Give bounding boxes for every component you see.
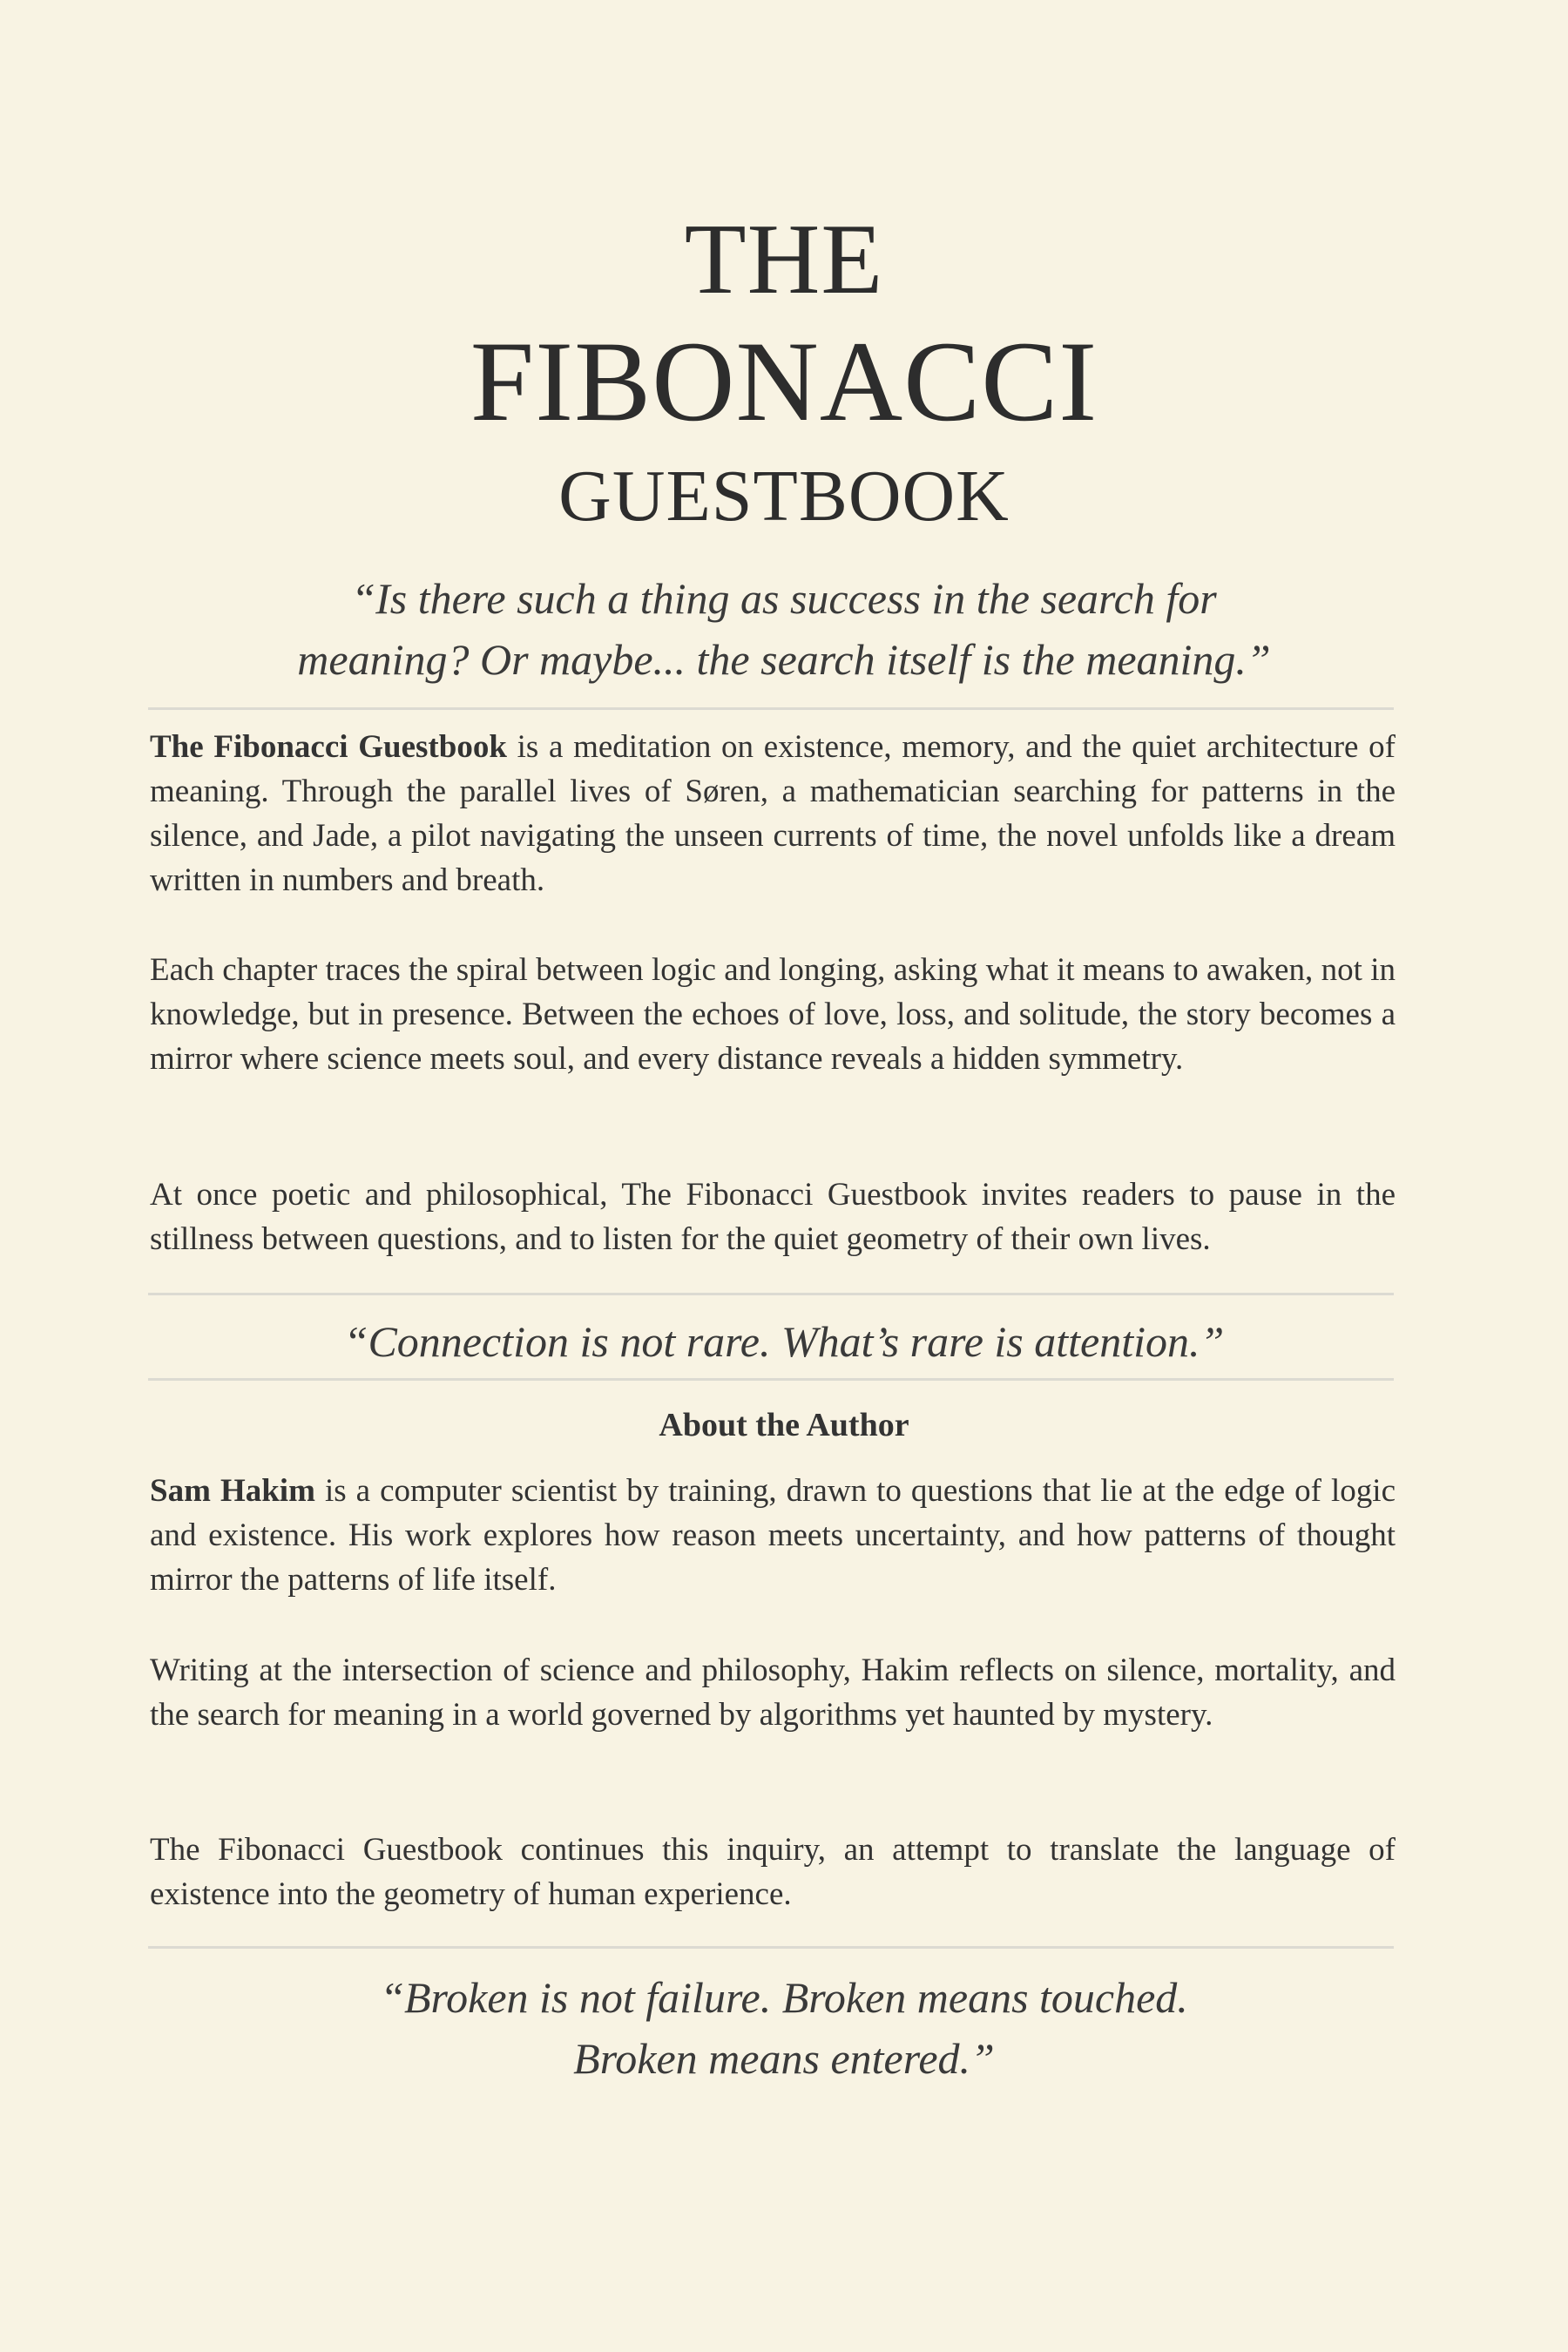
middle-quote: “Connection is not rare. What’s rare is attention.”: [343, 1317, 1225, 1366]
closing-quote: “Broken is not failure. Broken means touched. Broken means entered.”: [380, 1973, 1188, 2083]
title-line-guestbook: GUESTBOOK: [558, 456, 1010, 537]
divider-rule: [148, 1293, 1394, 1295]
title-line-the: THE: [684, 204, 884, 315]
author-name: Sam Hakim: [150, 1473, 315, 1509]
synopsis-paragraph-2: Each chapter traces the spiral between logic and longing, asking what it means to awaken, not in knowledge, but in presence. Between the echoes of love, loss, and solitude, the story becomes a mirror where science meets soul, and every distance reveals a hidden symmetry.: [150, 952, 1396, 1077]
synopsis-book-name: The Fibonacci Guestbook: [150, 729, 507, 765]
divider-rule: [148, 1378, 1394, 1381]
about-author-heading: About the Author: [659, 1407, 909, 1443]
about-paragraph-2: Writing at the intersection of science and philosophy, Hakim reflects on silence, mortality, and the search for meaning in a world governed by algorithms yet haunted by mystery.: [150, 1652, 1396, 1733]
synopsis-paragraph-3: At once poetic and philosophical, The Fibonacci Guestbook invites readers to pause in the stillness between questions, and to listen for the quiet geometry of their own lives.: [150, 1177, 1396, 1257]
synopsis-paragraph-1: [150, 725, 1396, 902]
about-paragraph-3: The Fibonacci Guestbook continues this inquiry, an attempt to translate the language of existence into the geometry of human experience.: [150, 1832, 1396, 1912]
book-title: [0, 204, 1568, 537]
opening-quote: “Is there such a thing as success in the search for meaning? Or maybe... the search itself is the meaning.”: [297, 574, 1271, 684]
synopsis-paragraph-1-text: is a meditation on existence, memory, and the quiet architecture of meaning. Through the parallel lives of Søren, a mathematician searching for patterns in the silence, and Jade, a pilot navigating the unseen currents of time, the novel unfolds like a dream written in numbers and breath.: [150, 729, 1396, 898]
divider-rule: [148, 707, 1394, 710]
about-paragraph-1-text: is a computer scientist by training, drawn to questions that lie at the edge of logic and existence. His work explores how reason meets uncertainty, and how patterns of thought mirror the patterns of life itself.: [150, 1473, 1396, 1598]
about-paragraph-1: [150, 1469, 1396, 1602]
title-line-fibonacci: FIBONACCI: [470, 317, 1098, 445]
divider-rule: [148, 1946, 1394, 1949]
